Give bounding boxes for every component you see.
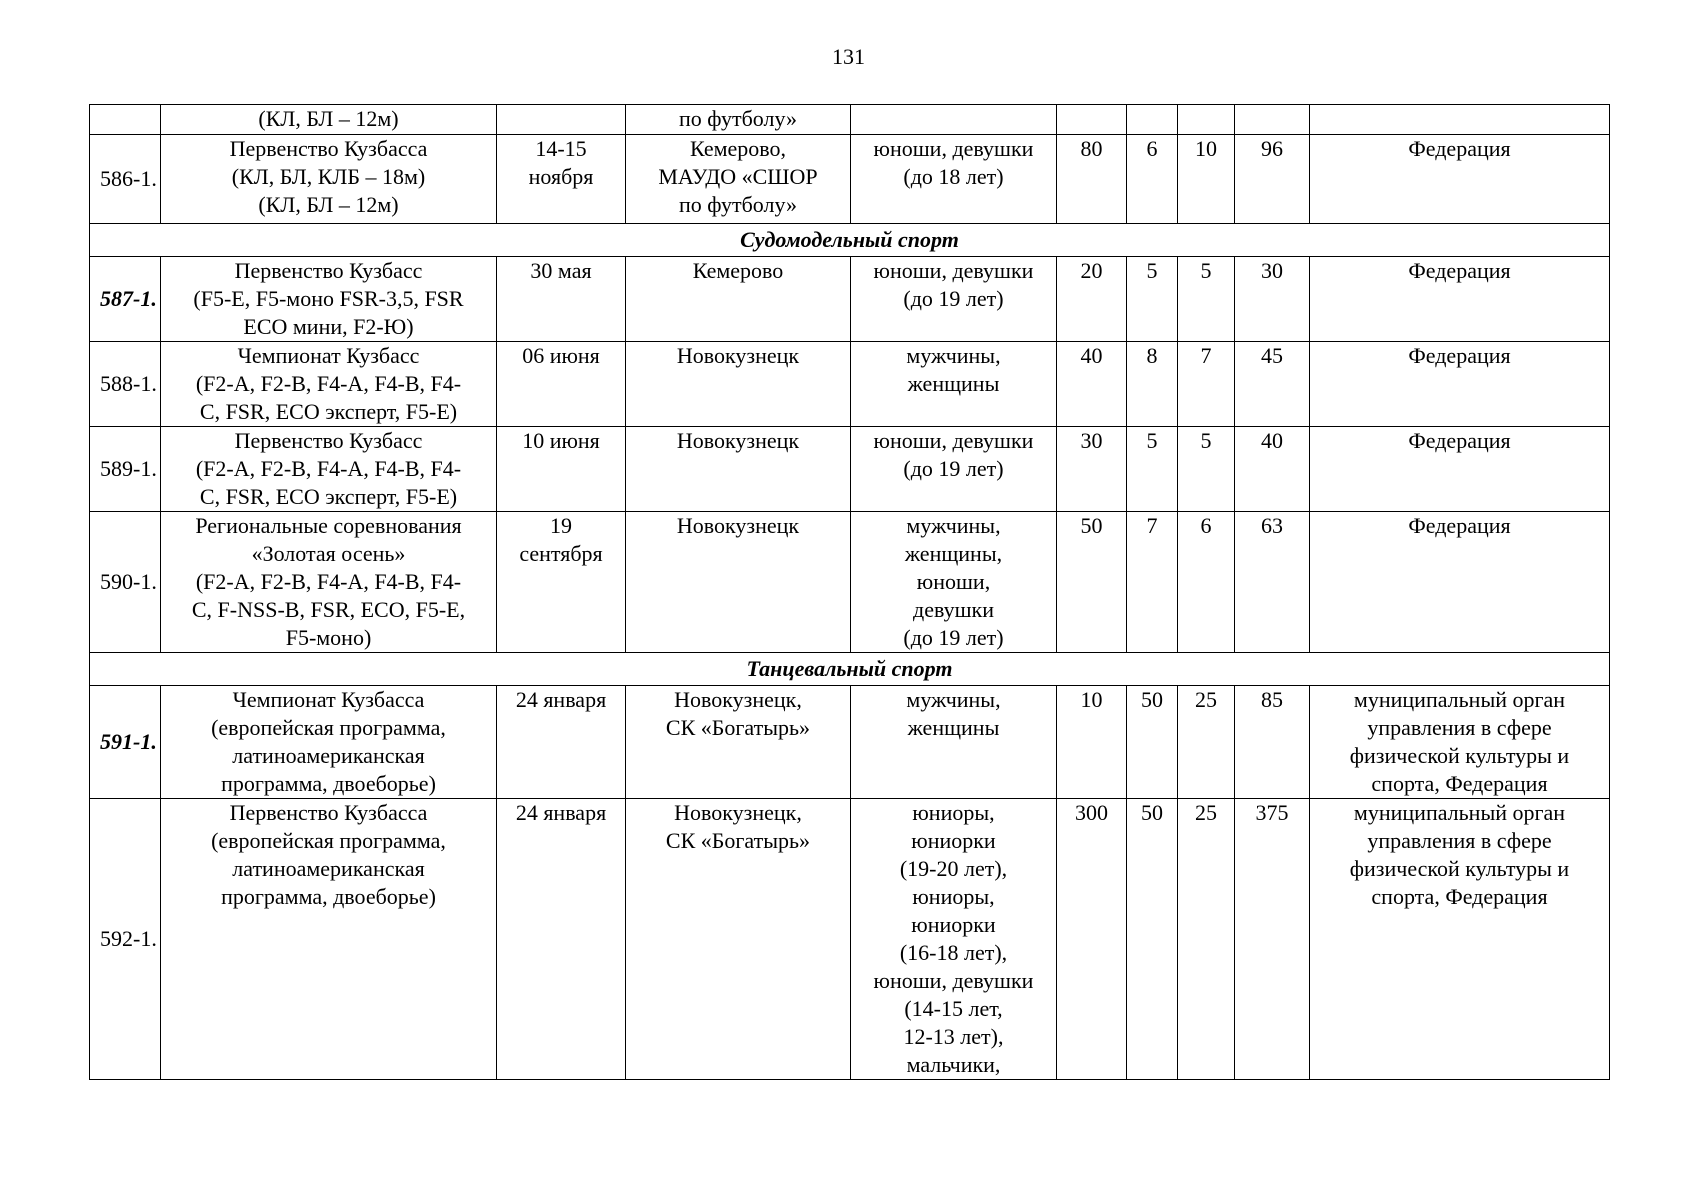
section-heading: Танцевальный спорт (90, 653, 1610, 686)
table-row (90, 342, 1610, 427)
event-name: (КЛ, БЛ – 12м) (161, 105, 497, 135)
table-row (90, 799, 1610, 1080)
row-number (90, 105, 161, 135)
event-participants: юноши, девушки (до 18 лет) (851, 135, 1057, 224)
row-number: 589-1. (90, 427, 161, 512)
event-name: Первенство Кузбасса (КЛ, БЛ, КЛБ – 18м) (КЛ, БЛ – 12м) (161, 135, 497, 224)
count-cell: 300 (1057, 799, 1127, 1080)
event-organizer: Федерация (1310, 342, 1610, 427)
count-cell: 25 (1178, 799, 1235, 1080)
event-participants: юноши, девушки (до 19 лет) (851, 257, 1057, 342)
count-cell: 7 (1127, 512, 1178, 653)
count-cell: 30 (1057, 427, 1127, 512)
count-cell (1057, 105, 1127, 135)
count-cell: 50 (1127, 799, 1178, 1080)
count-cell: 10 (1178, 135, 1235, 224)
count-cell: 45 (1235, 342, 1310, 427)
count-cell (1235, 105, 1310, 135)
event-place: Новокузнецк, СК «Богатырь» (626, 799, 851, 1080)
count-cell: 5 (1178, 257, 1235, 342)
event-participants: юноши, девушки (до 19 лет) (851, 427, 1057, 512)
event-place: Кемерово, МАУДО «СШОР по футболу» (626, 135, 851, 224)
event-participants: мужчины, женщины (851, 686, 1057, 799)
row-number: 587-1. (90, 257, 161, 342)
row-number: 590-1. (90, 512, 161, 653)
table-row (90, 686, 1610, 799)
count-cell: 30 (1235, 257, 1310, 342)
event-organizer (1310, 105, 1610, 135)
events-table (89, 104, 1610, 1080)
table-row (90, 257, 1610, 342)
count-cell: 85 (1235, 686, 1310, 799)
event-name: Чемпионат Кузбасс (F2-A, F2-B, F4-A, F4-B, F4- C, FSR, ECO эксперт, F5-E) (161, 342, 497, 427)
section-heading-row (90, 653, 1610, 686)
table-row (90, 512, 1610, 653)
count-cell: 5 (1178, 427, 1235, 512)
section-heading: Судомодельный спорт (90, 224, 1610, 257)
event-place: Новокузнецк (626, 427, 851, 512)
row-number: 592-1. (90, 799, 161, 1080)
count-cell: 50 (1127, 686, 1178, 799)
event-participants (851, 105, 1057, 135)
count-cell: 20 (1057, 257, 1127, 342)
count-cell: 375 (1235, 799, 1310, 1080)
count-cell: 80 (1057, 135, 1127, 224)
table-row (90, 427, 1610, 512)
event-place: по футболу» (626, 105, 851, 135)
event-participants: мужчины, женщины, юноши, девушки (до 19 лет) (851, 512, 1057, 653)
count-cell: 5 (1127, 427, 1178, 512)
table-row (90, 105, 1610, 135)
event-place: Кемерово (626, 257, 851, 342)
page-number: 131 (832, 44, 865, 69)
event-name: Региональные соревнования «Золотая осень» (F2-A, F2-B, F4-A, F4-B, F4- C, F-NSS-B, FSR, ECO, F5-E, F5-моно) (161, 512, 497, 653)
event-dates: 30 мая (497, 257, 626, 342)
row-number: 586-1. (90, 135, 161, 224)
event-name: Первенство Кузбасс (F5-E, F5-моно FSR-3,5, FSR ECO мини, F2-Ю) (161, 257, 497, 342)
count-cell: 50 (1057, 512, 1127, 653)
event-organizer: Федерация (1310, 135, 1610, 224)
event-dates: 10 июня (497, 427, 626, 512)
event-name: Первенство Кузбасс (F2-A, F2-B, F4-A, F4-B, F4- C, FSR, ECO эксперт, F5-E) (161, 427, 497, 512)
table-row (90, 135, 1610, 224)
event-place: Новокузнецк, СК «Богатырь» (626, 686, 851, 799)
event-dates (497, 105, 626, 135)
event-name: Первенство Кузбасса (европейская программа, латиноамериканская программа, двоеборье) (161, 799, 497, 1080)
count-cell: 25 (1178, 686, 1235, 799)
section-heading-row (90, 224, 1610, 257)
count-cell (1127, 105, 1178, 135)
event-participants: мужчины, женщины (851, 342, 1057, 427)
event-dates: 14-15 ноября (497, 135, 626, 224)
count-cell: 6 (1127, 135, 1178, 224)
event-organizer: муниципальный орган управления в сфере физической культуры и спорта, Федерация (1310, 799, 1610, 1080)
row-number: 591-1. (90, 686, 161, 799)
count-cell: 8 (1127, 342, 1178, 427)
count-cell: 10 (1057, 686, 1127, 799)
event-dates: 06 июня (497, 342, 626, 427)
event-participants: юниоры, юниорки (19-20 лет), юниоры, юниорки (16-18 лет), юноши, девушки (14-15 лет, 12-13 лет), мальчики, (851, 799, 1057, 1080)
event-place: Новокузнецк (626, 512, 851, 653)
count-cell: 6 (1178, 512, 1235, 653)
count-cell: 5 (1127, 257, 1178, 342)
event-organizer: Федерация (1310, 512, 1610, 653)
count-cell: 40 (1235, 427, 1310, 512)
event-organizer: Федерация (1310, 257, 1610, 342)
count-cell: 40 (1057, 342, 1127, 427)
event-organizer: Федерация (1310, 427, 1610, 512)
count-cell: 96 (1235, 135, 1310, 224)
count-cell: 63 (1235, 512, 1310, 653)
count-cell: 7 (1178, 342, 1235, 427)
event-dates: 19 сентября (497, 512, 626, 653)
row-number: 588-1. (90, 342, 161, 427)
event-place: Новокузнецк (626, 342, 851, 427)
event-name: Чемпионат Кузбасса (европейская программа, латиноамериканская программа, двоеборье) (161, 686, 497, 799)
event-dates: 24 января (497, 799, 626, 1080)
event-organizer: муниципальный орган управления в сфере физической культуры и спорта, Федерация (1310, 686, 1610, 799)
event-dates: 24 января (497, 686, 626, 799)
count-cell (1178, 105, 1235, 135)
